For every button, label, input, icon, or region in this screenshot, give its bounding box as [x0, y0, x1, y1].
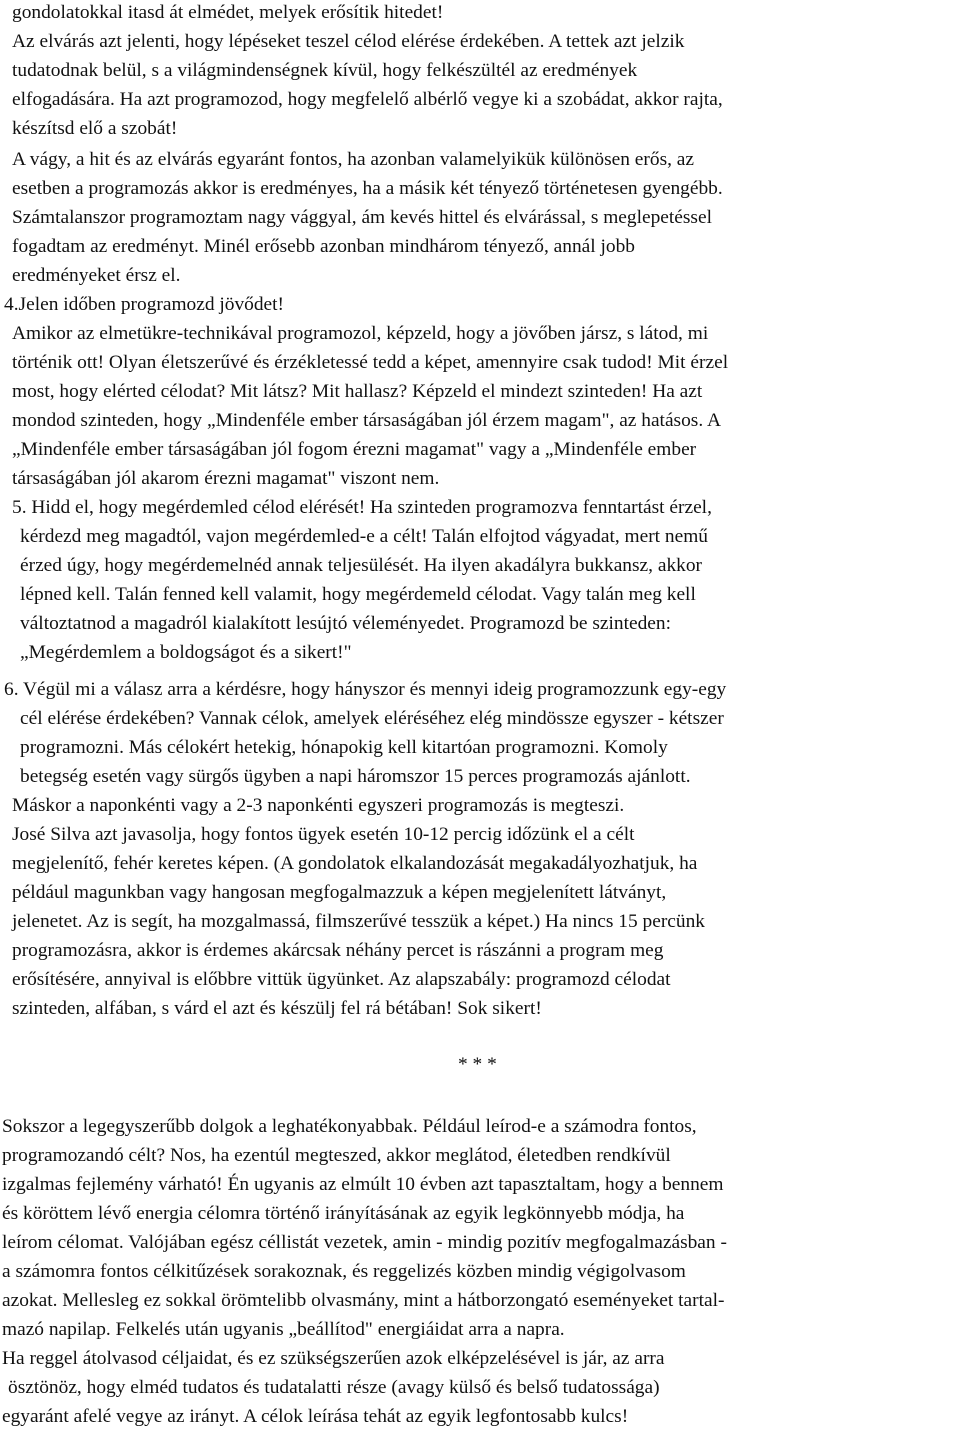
text-line: A vágy, a hit és az elvárás egyaránt fontos, ha azonban valamelyikük különösen erős, az: [12, 149, 695, 170]
text-line: társaságában jól akarom érezni magamat" viszont nem.: [12, 468, 440, 489]
text-line: ösztönöz, hogy elméd tudatos és tudatalatti része (avagy külső és belső tudatossága): [8, 1377, 660, 1398]
text-line: erősítésére, annyival is előbbre vittük ügyünket. Az alapszabály: programozd célodat: [12, 969, 671, 990]
text-line: „Mindenféle ember társaságában jól fogom érezni magamat" vagy a „Mindenféle ember: [12, 439, 697, 460]
text-line: jelenetet. Az is segít, ha mozgalmassá, filmszerűvé tesszük a képet.) Ha nincs 15 percünk: [12, 911, 705, 932]
text-line: tudatodnak belül, s a világmindenségnek kívül, hogy felkészültél az eredmények: [12, 60, 638, 81]
text-line: egyaránt afelé vegye az irányt. A célok leírása tehát az egyik legfontosabb kulcs!: [2, 1406, 629, 1427]
section-heading: 5. Hidd el, hogy megérdemled célod elérését! Ha szinteden programozva fenntartást érzel,: [12, 497, 712, 518]
text-line: a számomra fontos célkitűzések sorakoznak, és reggelizés közben mindig végigolvasom: [2, 1261, 686, 1282]
text-line: megjelenítő, fehér keretes képen. (A gondolatok elkalandozását megakadályozhatjuk, ha: [12, 853, 698, 874]
text-line: José Silva azt javasolja, hogy fontos ügyek esetén 10-12 percig időzünk el a célt: [12, 824, 635, 845]
text-line: Máskor a naponkénti vagy a 2-3 naponkénti egyszeri programozás is megteszi.: [12, 795, 625, 816]
text-line: programozásra, akkor is érdemes akárcsak néhány percet is rászánni a program meg: [12, 940, 664, 961]
text-line: Sokszor a legegyszerűbb dolgok a leghatékonyabbak. Például leírod-e a számodra fontos,: [2, 1116, 697, 1137]
text-line: elfogadására. Ha azt programozod, hogy megfelelő albérlő vegye ki a szobádat, akkor rajta,: [12, 89, 723, 110]
section-separator: * * *: [458, 1054, 497, 1075]
section-heading: 4.Jelen időben programozd jövődet!: [4, 294, 285, 315]
text-line: cél elérése érdekében? Vannak célok, amelyek eléréséhez elég mindössze egyszer - kétszer: [20, 708, 724, 729]
text-line: izgalmas fejlemény várható! Én ugyanis az elmúlt 10 évben azt tapasztaltam, hogy a bennem: [2, 1174, 724, 1195]
text-line: Számtalanszor programoztam nagy vággyal, ám kevés hittel és elvárással, s meglepetéssel: [12, 207, 712, 228]
text-line: például magunkban vagy hangosan megfogalmazzuk a képen megjelenített látványt,: [12, 882, 667, 903]
text-line: történik ott! Olyan életszerűvé és érzékletessé tedd a képet, amennyire csak tudod! Mit érzel: [12, 352, 729, 373]
text-line: mazó napilap. Felkelés után ugyanis „beállítod" energiáidat arra a napra.: [2, 1319, 565, 1340]
text-line: betegség esetén vagy sürgős ügyben a napi háromszor 15 perces programozás ajánlott.: [20, 766, 691, 787]
text-line: leírom célomat. Valójában egész céllistát vezetek, amin - mindig pozitív megfogalmazásban -: [2, 1232, 727, 1253]
text-line: Amikor az elmetükre-technikával programozol, képzeld, hogy a jövőben jársz, s látod, mi: [12, 323, 709, 344]
text-line: programozandó célt? Nos, ha ezentúl megteszed, akkor meglátod, életedben rendkívül: [2, 1145, 671, 1166]
section-heading: 6. Végül mi a válasz arra a kérdésre, hogy hányszor és mennyi ideig programozzunk egy-egy: [4, 679, 727, 700]
text-line: programozni. Más célokért hetekig, hónapokig kell kitartóan programozni. Komoly: [20, 737, 668, 758]
text-line: érzed úgy, hogy megérdemelnéd annak teljesülését. Ha ilyen akadályra bukkansz, akkor: [20, 555, 702, 576]
text-line: most, hogy elérted célodat? Mit látsz? Mit hallasz? Képzeld el mindezt szinteden! Ha azt: [12, 381, 703, 402]
text-line: és köröttem lévő energia célomra történő irányításának az egyik legkönnyebb módja, ha: [2, 1203, 685, 1224]
text-line: „Megérdemlem a boldogságot és a sikert!": [20, 642, 352, 663]
text-line: Az elvárás azt jelenti, hogy lépéseket teszel célod elérése érdekében. A tettek azt jelzik: [12, 31, 685, 52]
text-line: eredményeket érsz el.: [12, 265, 181, 286]
text-line: szinteden, alfában, s várd el azt és készülj fel rá bétában! Sok sikert!: [12, 998, 542, 1019]
text-line: Ha reggel átolvasod céljaidat, és ez szükségszerűen azok elképzelésével is jár, az arra: [2, 1348, 665, 1369]
text-line: azokat. Mellesleg ez sokkal örömtelibb olvasmány, mint a hátborzongató eseményeket tartal-: [2, 1290, 725, 1311]
text-line: lépned kell. Talán fenned kell valamit, hogy megérdemeld célodat. Vagy talán meg kell: [20, 584, 696, 605]
text-line: változtatnod a magadról kialakított lesújtó véleményedet. Programozd be szinteden:: [20, 613, 671, 634]
text-line: készítsd elő a szobát!: [12, 118, 178, 139]
text-line: kérdezd meg magadtól, vajon megérdemled-e a célt! Talán elfojtod vágyadat, mert nemű: [20, 526, 708, 547]
text-line: gondolatokkal itasd át elmédet, melyek erősítik hitedet!: [12, 2, 444, 23]
text-line: esetben a programozás akkor is eredményes, ha a másik két tényező történetesen gyengébb.: [12, 178, 723, 199]
text-line: fogadtam az eredményt. Minél erősebb azonban mindhárom tényező, annál jobb: [12, 236, 635, 257]
text-line: mondod szinteden, hogy „Mindenféle ember társaságában jól érzem magam", az hatásos. A: [12, 410, 721, 431]
